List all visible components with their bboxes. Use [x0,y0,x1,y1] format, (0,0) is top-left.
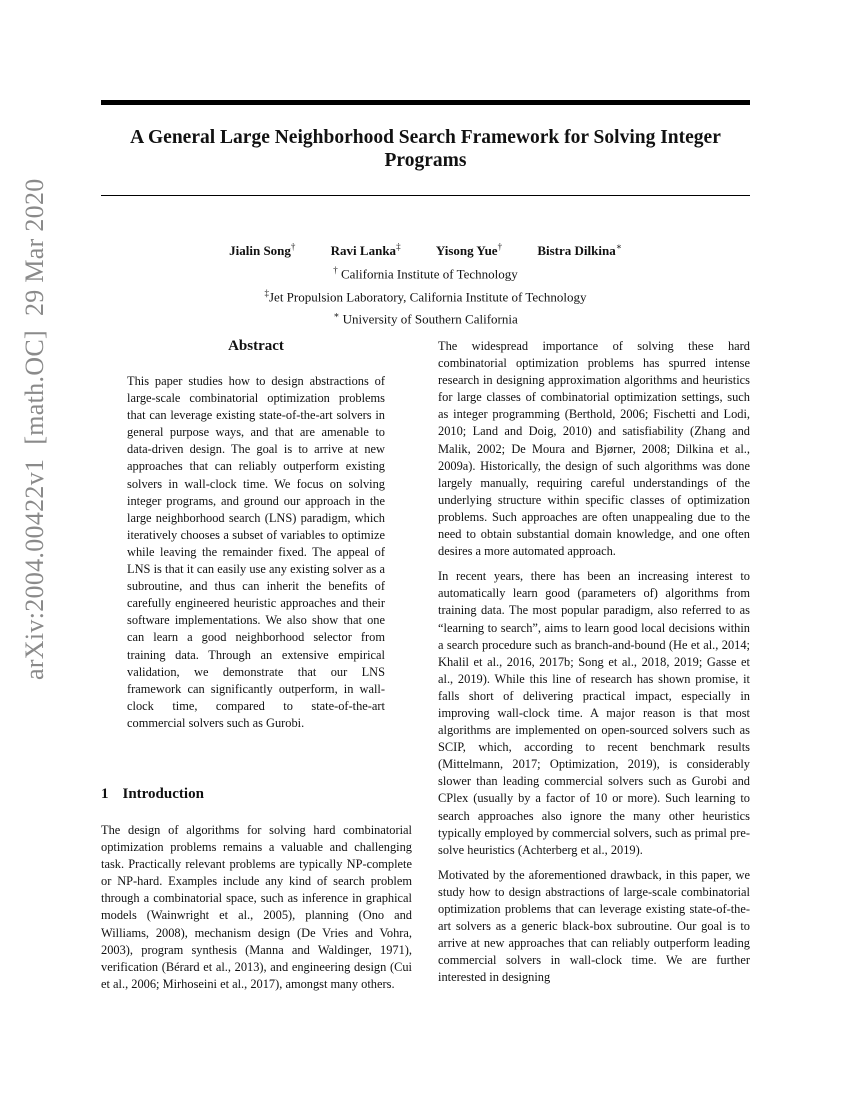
intro-paragraph-3: In recent years, there has been an increasing interest to automatically learn good (parameters of) algorithms from training data. The most popular paradigm, also referred to as “learning to search”, aims to learn good local decisions within a search procedure such as branch-and-bound (He et al., 2014; Khalil et al., 2016, 2017b; Song et al., 2018, 2019; Gasse et al., 2019). While this line of research has shown promise, it falls short of delivering practical impact, especially in improving wall-clock time. A major reason is that most algorithms are implemented on open-sourced solvers such as SCIP, which, according to recent benchmark results (Mittelmann, 2017; Optimization, 2019), is considerably slower than leading commercial solvers such as Gurobi and CPlex (usually by a factor of 10 or more). Such learning to search approaches also ignore the many other heuristics typically employed by commercial solvers, such as primal pre-solve heuristics (Achterberg et al., 2019). [438,569,750,857]
arxiv-stamp [20,178,50,680]
title-top-rule [101,100,750,105]
affiliation-3: ∗ University of Southern California [333,310,518,327]
author-4: Bistra Dilkina∗ [537,242,622,259]
section-title: Introduction [122,786,204,802]
author-2: Ravi Lanka‡ [330,242,401,259]
abstract-text: This paper studies how to design abstractions of large-scale combinatorial optimization problems that can leverage existing state-of-the-art solvers in general purpose ways, and that are amenable to data-driven design. The goal is to arrive at new approaches that can reliably outperform existing solvers in wall-clock time. We focus on solving integer programs, and ground our approach in the large neighborhood search (LNS) paradigm, which iteratively chooses a subset of variables to optimize while leaving the remainder fixed. The appeal of LNS is that it can easily use any existing solver as a subroutine, and thus can inherit the benefits of carefully engineered heuristic approaches and their software implementations. We also show that one can learn a good neighborhood selector from training data. Through an extensive empirical validation, we demonstrate that our LNS framework can significantly outperform, in wall-clock time, compared to state-of-the-art commercial solvers such as Gurobi. [127,374,385,730]
section-number: 1 [101,786,109,802]
arxiv-category: [math.OC] [20,330,49,445]
author-block [101,238,750,329]
author-1: Jialin Song† [229,242,296,259]
author-3: Yisong Yue† [435,242,503,259]
author-names [101,238,750,261]
abstract-heading: Abstract [228,338,284,354]
intro-paragraph-2: The widespread importance of solving these hard combinatorial optimization problems has spurred intense research in designing approximation algorithms and heuristics for large classes of combinatorial optimization settings, such as integer programming (Berthold, 2006; Fischetti and Lodi, 2010; Land and Doig, 2010) and satisfiability (Zhang and Malik, 2002; De Moura and Bjørner, 2008; Dilkina et al., 2009a). Historically, the design of such algorithms was done largely manually, requiring careful understandings of the underlying structure within specific classes of optimization problems. Such approaches are often unappealing due to the need to obtain substantial domain knowledge, and one often desires a more automated approach. [438,339,750,559]
intro-paragraph-4: Motivated by the aforementioned drawback, in this paper, we study how to design abstractions of large-scale combinatorial optimization problems that can leverage existing state-of-the-art solvers as a generic black-box subroutine. Our goal is to arrive at new approaches that can reliably outperform leading commercial solvers in wall-clock time. We are further interested in designing [438,867,750,985]
right-column [438,338,750,994]
intro-paragraph-1: The design of algorithms for solving hard combinatorial optimization problems remains a valuable and challenging task. Practically relevant problems are typically NP-complete or NP-hard. Examples include any kind of search problem through a combinatorial space, such as inference in graphical models (Wainwright et al., 2005), planning (Ono and Williams, 2008), mechanism design (De Vries and Vohra, 2003), program synthesis (Manna and Waldinger, 1971), verification (Bérard et al., 2013), and engineering design (Cui et al., 2006; Mirhoseini et al., 2017), amongst many others. [101,823,412,991]
introduction-heading [101,786,204,803]
title-bottom-rule [101,195,750,196]
arxiv-id: arXiv:2004.00422v1 [20,458,49,680]
affiliation-1: † California Institute of Technology [333,264,518,282]
arxiv-date: 29 Mar 2020 [20,178,49,317]
affiliation-2: ‡Jet Propulsion Laboratory, California Institute of Technology [264,287,587,304]
paper-title: A General Large Neighborhood Search Framework for Solving Integer Programs [130,127,721,171]
